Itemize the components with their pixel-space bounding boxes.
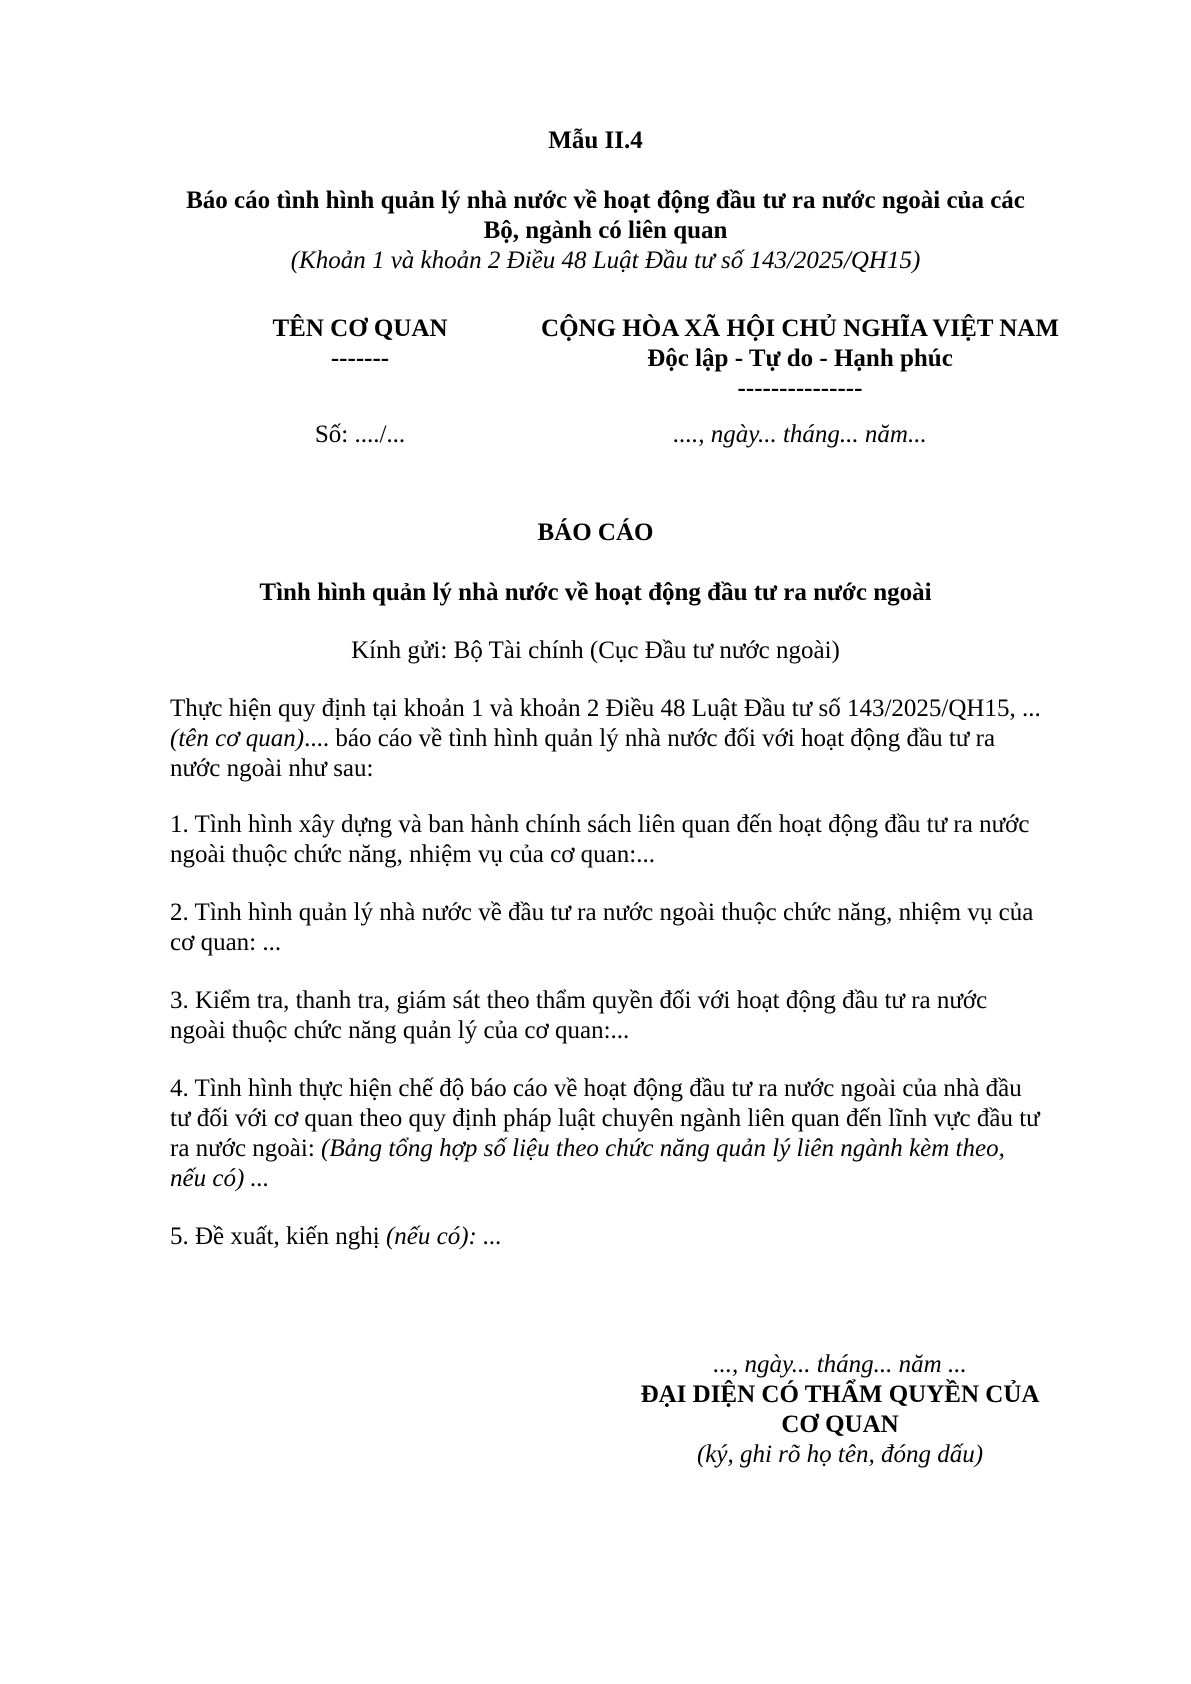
intro-line-2: [170, 724, 1100, 754]
item-4-line-2: tư đối với cơ quan theo quy định pháp luật chuyên ngành liên quan đến lĩnh vực đầu tư: [170, 1105, 1040, 1132]
item-5-text: 5. Đề xuất, kiến nghị: [170, 1223, 386, 1250]
intro-line-2-text: .... báo cáo về tình hình quản lý nhà nước đối với hoạt động đầu tư ra: [304, 725, 996, 752]
recipient: Kính gửi: Bộ Tài chính (Cục Đầu tư nước ngoài): [351, 637, 840, 664]
main-subtitle: Tình hình quản lý nhà nước về hoạt động đầu tư ra nước ngoài: [259, 579, 932, 606]
signature-title-line-2: CƠ QUAN: [781, 1411, 899, 1438]
signature-date: ..., ngày... tháng... năm ...: [713, 1351, 967, 1378]
place-date: ...., ngày... tháng... năm...: [673, 421, 927, 448]
list-item-5: [170, 1222, 1100, 1252]
report-title: [120, 186, 1091, 246]
intro-line-1: Thực hiện quy định tại khoản 1 và khoản 2 Điều 48 Luật Đầu tư số 143/2025/QH15, ...: [170, 695, 1041, 722]
item-2-line-1: 2. Tình hình quản lý nhà nước về đầu tư ra nước ngoài thuộc chức năng, nhiệm vụ của: [170, 899, 1034, 926]
item-4-line-1: 4. Tình hình thực hiện chế độ báo cáo về hoạt động đầu tư ra nước ngoài của nhà đầu: [170, 1075, 1022, 1102]
item-1-line-1: 1. Tình hình xây dựng và ban hành chính sách liên quan đến hoạt động đầu tư ra nước: [170, 811, 1030, 838]
item-4-line-3-text: ra nước ngoài:: [170, 1135, 322, 1162]
list-item-4: [170, 1074, 1100, 1194]
form-code: Mẫu II.4: [548, 127, 643, 154]
item-3-line-2: ngoài thuộc chức năng quản lý của cơ quan:...: [170, 1017, 630, 1044]
motto-divider: ---------------: [737, 375, 863, 402]
agency-name: TÊN CƠ QUAN: [272, 315, 448, 342]
signature-title-line-1: ĐẠI DIỆN CÓ THẨM QUYỀN CỦA: [640, 1381, 1040, 1408]
item-3-line-1: 3. Kiểm tra, thanh tra, giám sát theo thẩm quyền đối với hoạt động đầu tư ra nước: [170, 987, 988, 1014]
item-4-note: (Bảng tổng hợp số liệu theo chức năng quản lý liên ngành kèm theo,: [321, 1135, 1005, 1162]
report-title-line-1: Báo cáo tình hình quản lý nhà nước về hoạt động đầu tư ra nước ngoài của các: [186, 187, 1025, 214]
legal-basis: (Khoản 1 và khoản 2 Điều 48 Luật Đầu tư số 143/2025/QH15): [290, 247, 921, 274]
list-item-1: [170, 810, 1100, 870]
list-item-2: [170, 898, 1100, 958]
item-5-note: (nếu có): ...: [385, 1223, 502, 1250]
report-title-line-2: Bộ, ngành có liên quan: [483, 217, 728, 244]
list-item-3: [170, 986, 1100, 1046]
document-number: Số: ..../...: [314, 421, 406, 448]
country-name: CỘNG HÒA XÃ HỘI CHỦ NGHĨA VIỆT NAM: [541, 315, 1059, 342]
item-4-line-3: [170, 1134, 1100, 1164]
intro-line-3: nước ngoài như sau:: [170, 755, 374, 782]
agency-placeholder: (tên cơ quan): [170, 725, 305, 752]
main-title: BÁO CÁO: [537, 519, 654, 546]
item-2-line-2: cơ quan: ...: [170, 929, 282, 956]
intro-paragraph: [170, 694, 1100, 784]
item-5-line-1: [170, 1222, 1100, 1252]
item-1-line-2: ngoài thuộc chức năng, nhiệm vụ của cơ quan:...: [170, 841, 655, 868]
item-4-line-4: nếu có) ...: [170, 1165, 270, 1192]
signature-note: (ký, ghi rõ họ tên, đóng dấu): [696, 1441, 984, 1468]
national-motto: Độc lập - Tự do - Hạnh phúc: [647, 345, 953, 372]
agency-divider: -------: [330, 345, 390, 372]
